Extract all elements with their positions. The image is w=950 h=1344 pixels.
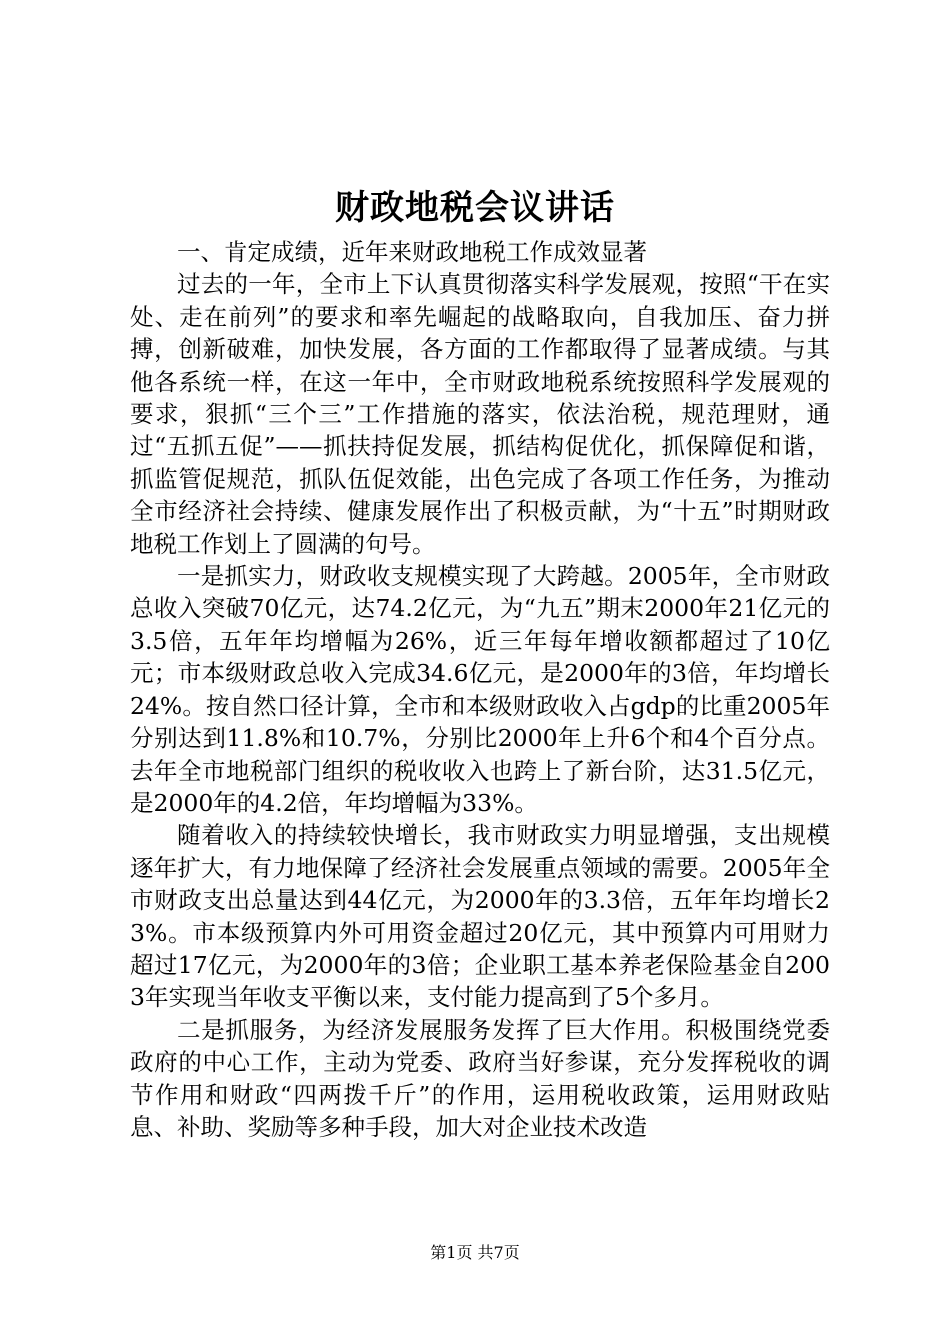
paragraph-intro: 过去的一年，全市上下认真贯彻落实科学发展观，按照“干在实处、走在前列”的要求和率先崛起的战略取向，自我加压、奋力拼搏，创新破难，加快发展，各方面的工作都取得了显著成绩。与其他各系统一样，在这一年中，全市财政地税系统按照科学发展观的要求，狠抓“三个三”工作措施的落实，依法治税，规范理财，通过“五抓五促”——抓扶持促发展，抓结构促优化，抓保障促和谐，抓监管促规范，抓队伍促效能，出色完成了各项工作任务，为推动全市经济社会持续、健康发展作出了积极贡献，为“十五”时期财政地税工作划上了圆满的句号。	[130, 270, 830, 558]
section-heading: 一、肯定成绩，近年来财政地税工作成效显著	[177, 238, 647, 266]
paragraph-revenue: 一是抓实力，财政收支规模实现了大跨越。2005年，全市财政总收入突破70亿元，达74.2亿元，为“九五”期末2000年21亿元的3.5倍，五年年均增幅为26%，近三年每年增收额都超过了10亿元；市本级财政总收入完成34.6亿元，是2000年的3倍，年均增长24%。按自然口径计算，全市和本级财政收入占gdp的比重2005年分别达到11.8%和10.7%，分别比2000年上升6个和4个百分点。去年全市地税部门组织的税收收入也跨上了新台阶，达31.5亿元，是2000年的4.2倍，年均增幅为33%。	[130, 562, 830, 817]
document-title: 财政地税会议讲话	[335, 188, 615, 228]
paragraph-service: 二是抓服务，为经济发展服务发挥了巨大作用。积极围绕党委政府的中心工作，主动为党委、政府当好参谋，充分发挥税收的调节作用和财政“四两拨千斤”的作用，运用税收政策，运用财政贴息、补助、奖励等多种手段，加大对企业技术改造	[130, 1015, 830, 1141]
page-footer: 第1页 共7页	[430, 1243, 520, 1262]
paragraph-expenditure: 随着收入的持续较快增长，我市财政实力明显增强，支出规模逐年扩大，有力地保障了经济社会发展重点领域的需要。2005年全市财政支出总量达到44亿元，为2000年的3.3倍，五年年均增长23%。市本级预算内外可用资金超过20亿元，其中预算内可用财力超过17亿元，为2000年的3倍；企业职工基本养老保险基金自2003年实现当年收支平衡以来，支付能力提高到了5个多月。	[130, 821, 830, 1012]
document-body	[130, 236, 830, 1143]
